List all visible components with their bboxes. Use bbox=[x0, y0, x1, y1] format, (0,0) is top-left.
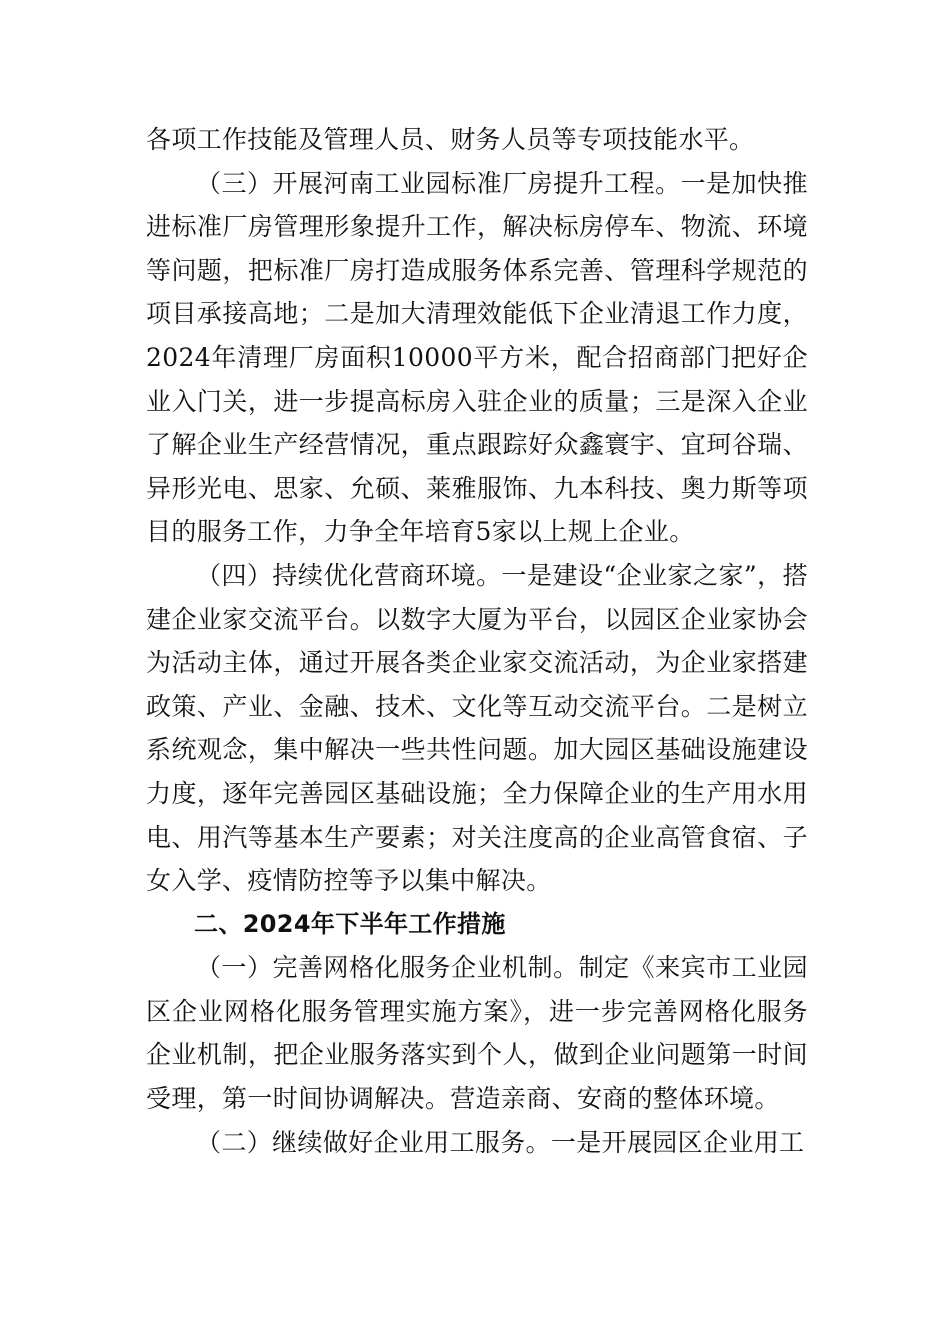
paragraph-grid-service: （一）完善网格化服务企业机制。制定《来宾市工业园区企业网格化服务管理实施方案》，进一步完善网格化服务企业机制，把企业服务落实到个人，做到企业问题第一时间受理，第一时间协调解决。营造亲商、安商的整体环境。 bbox=[146, 953, 808, 1114]
document-body bbox=[146, 118, 808, 1164]
section-heading: 二、2024年下半年工作措施 bbox=[194, 909, 506, 938]
paragraph-business-environment: （四）持续优化营商环境。一是建设“企业家之家”，搭建企业家交流平台。以数字大厦为平台，以园区企业家协会为活动主体，通过开展各类企业家交流活动，为企业家搭建政策、产业、金融、技术、文化等互动交流平台。二是树立系统观念，集中解决一些共性问题。加大园区基础设施建设力度，逐年完善园区基础设施；全力保障企业的生产用水用电、用汽等基本生产要素；对关注度高的企业高管食宿、子女入学、疫情防控等予以集中解决。 bbox=[146, 560, 808, 896]
paragraph-standard-factory: （三）开展河南工业园标准厂房提升工程。一是加快推进标准厂房管理形象提升工作，解决标房停车、物流、环境等问题，把标准厂房打造成服务体系完善、管理科学规范的项目承接高地；二是加大清理效能低下企业清退工作力度，2024年清理厂房面积10000平方米，配合招商部门把好企业入门关，进一步提高标房入驻企业的质量；三是深入企业了解企业生产经营情况，重点跟踪好众鑫寰宇、宜珂谷瑞、异形光电、思家、允硕、莱雅服饰、九本科技、奥力斯等项目的服务工作，力争全年培育5家以上规上企业。 bbox=[146, 168, 808, 547]
paragraph-employment-service: （二）继续做好企业用工服务。一是开展园区企业用工 bbox=[196, 1127, 805, 1157]
paragraph-continuation: 各项工作技能及管理人员、财务人员等专项技能水平。 bbox=[146, 125, 755, 154]
